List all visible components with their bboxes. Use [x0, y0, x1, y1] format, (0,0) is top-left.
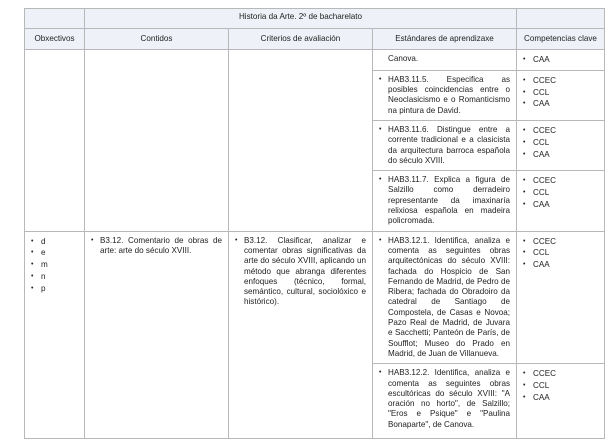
- competence-item: • CAA: [523, 199, 550, 209]
- header-criteria: Criterios de avaliación: [229, 29, 373, 50]
- criteria-text: B3.12. Clasificar, analizar e comentar obras significativas da arte do século XVIII, aplicando un método que abranga diferentes enfoques (técnico, formal, semántico, cultural, sociolóxico e histórico).: [244, 235, 366, 307]
- competences-cell: [517, 364, 605, 439]
- standard-cell: [373, 50, 517, 71]
- competence-item: • CCEC: [523, 176, 556, 186]
- table-row: [25, 231, 605, 364]
- bullet-icon: •: [523, 393, 526, 401]
- bullet-icon: •: [523, 100, 526, 108]
- bullet-icon: •: [523, 88, 526, 96]
- bullet-icon: •: [91, 236, 94, 244]
- bullet-icon: •: [31, 237, 34, 245]
- bullet-icon: •: [523, 370, 526, 378]
- header-contents: Contidos: [85, 29, 229, 50]
- bullet-icon: •: [523, 261, 526, 269]
- bullet-icon: •: [31, 284, 34, 292]
- table-header-row: [25, 29, 605, 50]
- bullet-icon: •: [31, 261, 34, 269]
- table-title-row: [25, 9, 605, 29]
- contents-cell: [85, 231, 229, 438]
- standard-text: HAB3.11.6. Distingue entre a corrente tradicional e a clasicista da arquitectura barroca española do século XVIII.: [388, 124, 510, 165]
- objectives-cell: [25, 231, 85, 438]
- title-blank-cell: [517, 9, 605, 29]
- competence-item: • CCL: [523, 137, 550, 147]
- bullet-icon: •: [31, 249, 34, 257]
- standard-cell: [373, 70, 517, 120]
- competence-item: • CCEC: [523, 236, 556, 246]
- competence-item: • CAA: [523, 55, 550, 64]
- standard-cell: [373, 120, 517, 170]
- competences-cell: [517, 50, 605, 71]
- criteria-cell: [229, 50, 373, 232]
- objective-item: • e: [31, 248, 46, 258]
- bullet-icon: •: [523, 188, 526, 196]
- bullet-icon: •: [523, 177, 526, 185]
- bullet-icon: •: [523, 200, 526, 208]
- competence-item: • CCEC: [523, 369, 556, 379]
- competences-cell: [517, 120, 605, 170]
- standard-cell: [373, 231, 517, 364]
- competences-cell: [517, 231, 605, 364]
- curriculum-table: [24, 8, 605, 439]
- standard-text: Canova.: [388, 54, 419, 63]
- objective-item: • d: [31, 236, 46, 246]
- objective-item: • n: [31, 272, 46, 282]
- standard-text: HAB3.12.2. Identifica, analiza e comenta as seguintes obras escultóricas do século XVIII: "A oración no horto", de Salzillo; "Eros e Psique" e "Paulina Bonaparte", de Canova.: [388, 368, 510, 429]
- objective-item: • m: [31, 260, 48, 270]
- objective-item: • p: [31, 283, 46, 293]
- standard-text: HAB3.11.5. Especifica as posibles coincidencias entre o Neoclasicismo e o Romanticismo na pintura de David.: [388, 74, 510, 115]
- bullet-icon: •: [523, 76, 526, 84]
- standard-text: HAB3.12.1. Identifica, analiza e comenta as seguintes obras arquitectónicas do século XVIII: fachada do Hospicio de San Fernando de Madrid, de Pedro de Ribera; fachada do Obradoiro da catedral de Santiago de Compostela, de Casas e Novoa; Pazo Real de Madrid, de Juvara e Sacchetti; Panteón de París, de Soufflot; Museo do Prado en Madrid, de Juan de Villanueva.: [388, 235, 510, 358]
- competences-cell: [517, 70, 605, 120]
- bullet-icon: •: [523, 237, 526, 245]
- bullet-icon: •: [379, 176, 382, 184]
- bullet-icon: •: [523, 150, 526, 158]
- competence-item: • CAA: [523, 99, 550, 109]
- competence-item: • CAA: [523, 260, 550, 270]
- competence-item: • CAA: [523, 149, 550, 159]
- bullet-icon: •: [379, 75, 382, 83]
- competence-item: • CCL: [523, 187, 550, 197]
- standard-text: HAB3.11.7. Explica a figura de Salzillo como derradeiro representante da imaxinaría relixiosa española en madeira policromada.: [388, 175, 510, 226]
- competence-item: • CCEC: [523, 125, 556, 135]
- table-row: [25, 50, 605, 71]
- competence-item: • CCL: [523, 87, 550, 97]
- standard-cell: [373, 364, 517, 439]
- bullet-icon: •: [523, 249, 526, 257]
- bullet-icon: •: [523, 138, 526, 146]
- header-objectives: Obxectivos: [25, 29, 85, 50]
- bullet-icon: •: [523, 126, 526, 134]
- bullet-icon: •: [523, 382, 526, 390]
- contents-text: B3.12. Comentario de obras de arte: arte do século XVIII.: [100, 235, 222, 255]
- bullet-icon: •: [31, 273, 34, 281]
- bullet-icon: •: [523, 56, 526, 63]
- criteria-cell: [229, 231, 373, 438]
- competence-item: • CCL: [523, 381, 550, 391]
- bullet-icon: •: [379, 125, 382, 133]
- header-standards: Estándares de aprendizaxe: [373, 29, 517, 50]
- bullet-icon: •: [379, 236, 382, 244]
- standard-cell: [373, 171, 517, 231]
- contents-cell: [85, 50, 229, 232]
- competences-cell: [517, 171, 605, 231]
- objectives-cell: [25, 50, 85, 232]
- bullet-icon: •: [235, 236, 238, 244]
- competence-item: • CAA: [523, 392, 550, 402]
- header-competences: Competencias clave: [517, 29, 605, 50]
- competence-item: • CCL: [523, 248, 550, 258]
- competence-item: • CCEC: [523, 75, 556, 85]
- title-blank-cell: [25, 9, 85, 29]
- table-title: Historia da Arte. 2º de bacharelato: [85, 9, 517, 29]
- bullet-icon: •: [379, 369, 382, 377]
